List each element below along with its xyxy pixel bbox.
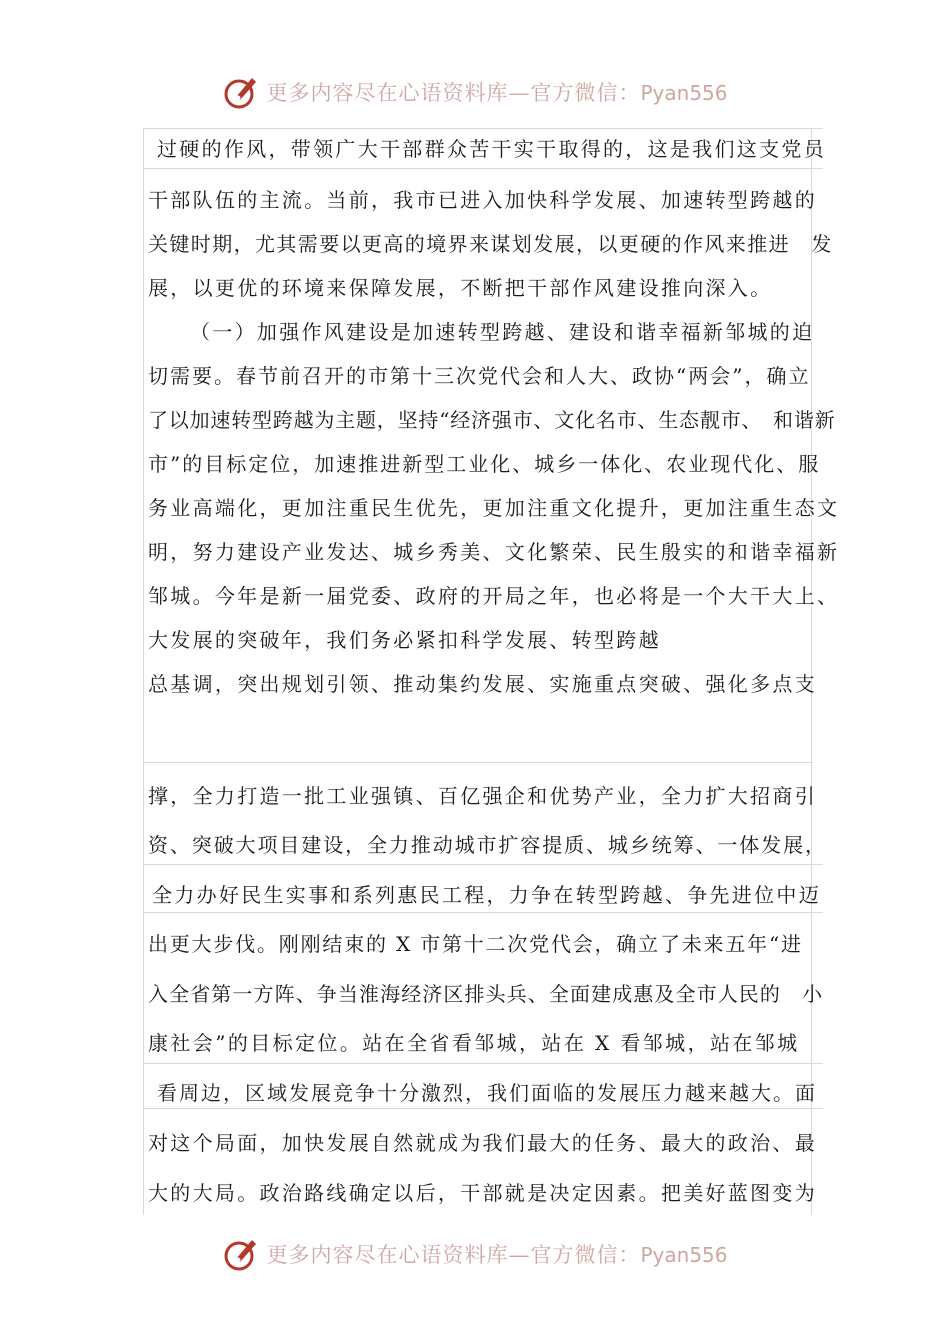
- guide-line: [143, 912, 823, 913]
- watermark-footer: [0, 1232, 950, 1276]
- watermark-text: 更多内容尽在心语资料库—官方微信：Pyan556: [266, 81, 728, 105]
- body-line: 明，努力建设产业发达、城乡秀美、文化繁荣、民生殷实的和谐幸福新: [148, 540, 840, 564]
- watermark-header: [0, 70, 950, 114]
- body-line: 了以加速转型跨越为主题，坚持“经济强市、文化名市、生态靓市、 和谐新: [148, 408, 836, 432]
- body-line: 康社会”的目标定位。站在全省看邹城，站在 X 看邹城，站在邹城: [148, 1031, 800, 1055]
- body-line: 看周边，区域发展竞争十分激烈，我们面临的发展压力越来越大。面: [157, 1081, 817, 1105]
- pen-nib-circle-icon: [222, 72, 262, 112]
- guide-line: [143, 1063, 823, 1064]
- guide-line: [143, 1108, 823, 1109]
- body-line: 关键时期，尤其需要以更高的境界来谋划发展，以更硬的作风来推进 发: [148, 232, 833, 256]
- pen-nib-circle-icon: [222, 1234, 262, 1274]
- body-line: 展，以更优的环境来保障发展，不断把干部作风建设推向深入。: [148, 276, 773, 300]
- body-line: 务业高端化，更加注重民生优先，更加注重文化提升，更加注重生态文: [148, 496, 840, 520]
- body-line: 市”的目标定位，加速推进新型工业化、城乡一体化、农业现代化、服: [148, 452, 821, 476]
- body-line: 出更大步伐。刚刚结束的 X 市第十二次党代会，确立了未来五年“进: [148, 932, 803, 956]
- body-line: （一）加强作风建设是加速转型跨越、建设和谐幸福新邹城的迫: [190, 320, 815, 344]
- body-line: 干部队伍的主流。当前，我市已进入加快科学发展、加速转型跨越的: [148, 188, 817, 212]
- guide-line: [143, 864, 823, 865]
- guide-line: [143, 762, 813, 763]
- body-line: 全力办好民生实事和系列惠民工程，力争在转型跨越、争先进位中迈: [152, 883, 821, 907]
- body-line: 邹城。今年是新一届党委、政府的开局之年，也必将是一个大干大上、: [148, 584, 840, 608]
- guide-line: [143, 128, 823, 129]
- body-line: 大的大局。政治路线确定以后，干部就是决定因素。把美好蓝图变为: [148, 1181, 817, 1205]
- body-line: 切需要。春节前召开的市第十三次党代会和人大、政协“两会”，确立: [148, 364, 811, 388]
- body-line: 撑，全力打造一批工业强镇、百亿强企和优势产业，全力扩大招商引: [148, 784, 817, 808]
- body-line: 大发展的突破年，我们务必紧扣科学发展、转型跨越: [148, 628, 661, 652]
- guide-line: [143, 168, 823, 169]
- body-line: 对这个局面，加快发展自然就成为我们最大的任务、最大的政治、最: [148, 1131, 817, 1155]
- guide-line: [143, 128, 144, 1215]
- body-line: 入全省第一方阵、争当淮海经济区排头兵、全面建成惠及全市人民的 小: [148, 982, 824, 1006]
- body-line: 总基调，突出规划引领、推动集约发展、实施重点突破、强化多点支: [148, 672, 817, 696]
- body-line: 资、突破大项目建设，全力推动城市扩容提质、城乡统筹、一体发展，: [148, 833, 827, 857]
- watermark-text: 更多内容尽在心语资料库—官方微信：Pyan556: [266, 1243, 728, 1267]
- body-line: 过硬的作风，带领广大干部群众苦干实干取得的，这是我们这支党员: [157, 137, 826, 161]
